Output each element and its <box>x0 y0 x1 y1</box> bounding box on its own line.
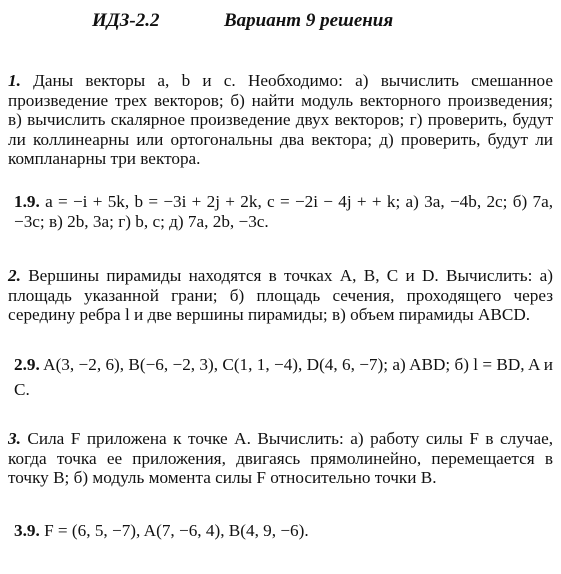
variant-2-9-text: A(3, −2, 6), B(−6, −2, 3), C(1, 1, −4), D(4, 6, −7); а) ABD; б) l = BD, A и C. <box>14 355 553 399</box>
problem-1-text: Даны векторы a, b и c. Необходимо: а) вычислить смешанное произведение трех векторов; б) найти модуль векторного произведения; в) вычислить скалярное произведение двух векторов; г) проверить, будут ли коллинеарны или ортогональны два вектора; д) проверить, будут ли компланарны три вектора. <box>8 71 553 169</box>
variant-3-9-number: 3.9. <box>14 521 40 540</box>
variant-1-9 <box>14 192 553 231</box>
variant-1-9-number: 1.9. <box>14 192 40 211</box>
problem-3 <box>8 429 553 488</box>
variant-title: Вариант 9 решения <box>224 10 394 31</box>
problem-2 <box>8 266 553 325</box>
problem-2-number: 2. <box>8 266 21 285</box>
variant-3-9-text: F = (6, 5, −7), A(7, −6, 4), B(4, 9, −6). <box>44 521 309 540</box>
problem-3-text: Сила F приложена к точке A. Вычислить: а) работу силы F в случае, когда точка ее приложения, двигаясь прямолинейно, перемещается в точку B; б) модуль момента силы F относительно точки B. <box>8 429 553 488</box>
variant-2-9 <box>14 352 553 402</box>
problem-1-number: 1. <box>8 71 21 90</box>
problem-1 <box>8 71 553 169</box>
assignment-code: ИДЗ-2.2 <box>92 10 160 31</box>
problem-3-number: 3. <box>8 429 21 448</box>
document-header <box>0 8 561 34</box>
problem-2-text: Вершины пирамиды находятся в точках A, B, C и D. Вычислить: а) площадь указанной грани; б) площадь сечения, проходящего через середину ребра l и две вершины пирамиды; в) объем пирамиды ABCD. <box>8 266 554 325</box>
variant-2-9-number: 2.9. <box>14 355 40 374</box>
variant-1-9-text: a = −i + 5k, b = −3i + 2j + 2k, c = −2i − 4j + + k; а) 3a, −4b, 2c; б) 7a, −3c; в) 2b, 3a; г) b, c; д) 7a, 2b, −3c. <box>14 192 554 231</box>
variant-3-9 <box>14 521 553 541</box>
